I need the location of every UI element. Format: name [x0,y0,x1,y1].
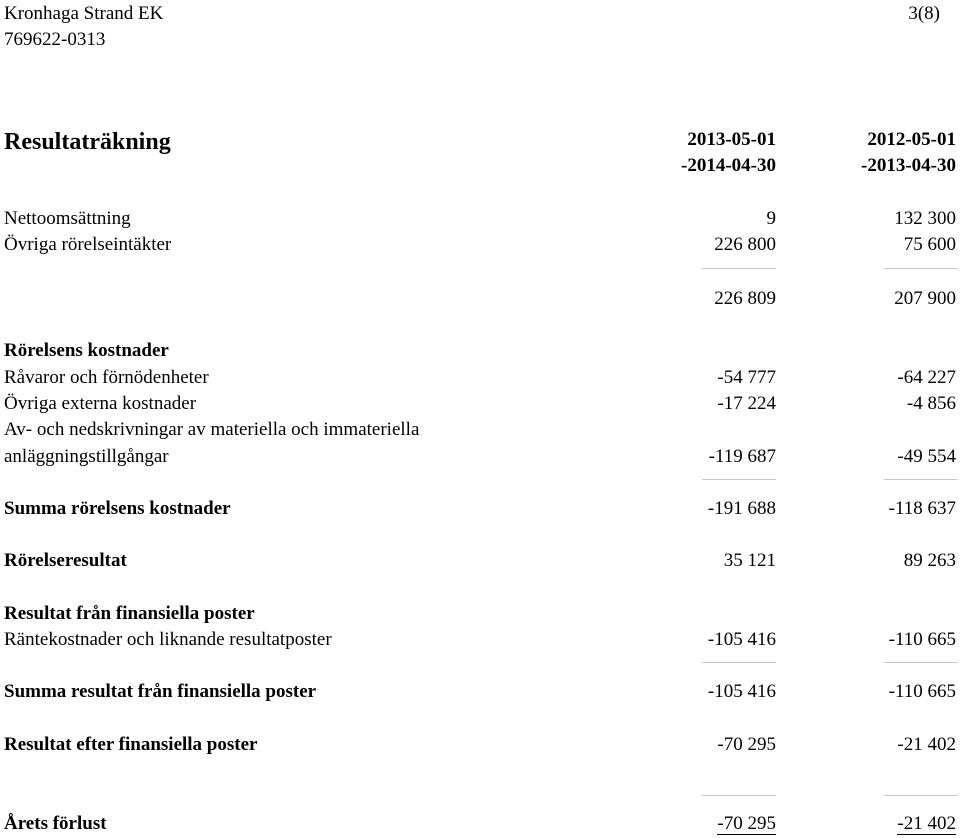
row-label: Av- och nedskrivningar av materiella och immateriella [4,419,420,440]
row-value-col2: 132 300 [894,208,956,229]
sum-value-col2: 89 263 [903,550,956,571]
sum-value-col2: -110 665 [888,681,956,702]
row-value-col2: 75 600 [903,234,956,255]
row-value-col1: -119 687 [708,446,776,467]
sum-value-col2: -21 402 [897,734,956,755]
row-label: Övriga externa kostnader [4,393,197,414]
sum-value-col1: -191 688 [707,498,776,519]
sum-rule [702,662,776,663]
sum-rule [884,662,958,663]
section-heading: Rörelsens kostnader [4,340,169,361]
row-value-col1: -105 416 [707,629,776,650]
sum-rule [702,795,776,796]
sum-value-col1: -70 295 [717,734,776,755]
sum-rule [702,479,776,480]
sum-label: Rörelseresultat [4,550,127,571]
sum-rule [884,795,958,796]
sum-label: Summa resultat från finansiella poster [4,681,317,702]
row-value-col2: -49 554 [897,446,956,467]
sum-rule [702,268,776,269]
org-number: 769622-0313 [4,29,106,50]
subtotal-col2: 207 900 [894,288,956,309]
sum-value-col2: -118 637 [888,498,956,519]
row-label: Råvaror och förnödenheter [4,367,209,388]
row-value-col1: -54 777 [717,367,776,388]
sum-label: Summa rörelsens kostnader [4,498,231,519]
row-value-col1: 9 [766,208,776,229]
sum-rule [884,268,958,269]
col1-period-end: -2014-04-30 [681,155,776,176]
row-label: Nettoomsättning [4,208,131,229]
row-label: Räntekostnader och liknande resultatposter [4,629,332,650]
page-number: 3(8) [908,3,940,24]
col2-period-start: 2012-05-01 [867,129,956,150]
sum-value-col1: -105 416 [707,681,776,702]
row-label-continued: anläggningstillgångar [4,446,169,467]
statement-title: Resultaträkning [4,129,171,155]
row-value-col2: -64 227 [897,367,956,388]
row-value-col1: -17 224 [717,393,776,414]
net-result-label: Årets förlust [4,813,107,834]
row-value-col2: -4 856 [906,393,956,414]
sum-value-col1: 35 121 [723,550,776,571]
section-heading: Resultat från finansiella poster [4,603,255,624]
net-result-col1: -70 295 [717,813,776,834]
sum-label: Resultat efter finansiella poster [4,734,258,755]
row-value-col1: 226 800 [714,234,776,255]
company-name: Kronhaga Strand EK [4,3,164,24]
col2-period-end: -2013-04-30 [861,155,956,176]
net-result-col2: -21 402 [897,813,956,834]
row-label: Övriga rörelseintäkter [4,234,172,255]
col1-period-start: 2013-05-01 [687,129,776,150]
subtotal-col1: 226 809 [714,288,776,309]
sum-rule [884,479,958,480]
row-value-col2: -110 665 [888,629,956,650]
